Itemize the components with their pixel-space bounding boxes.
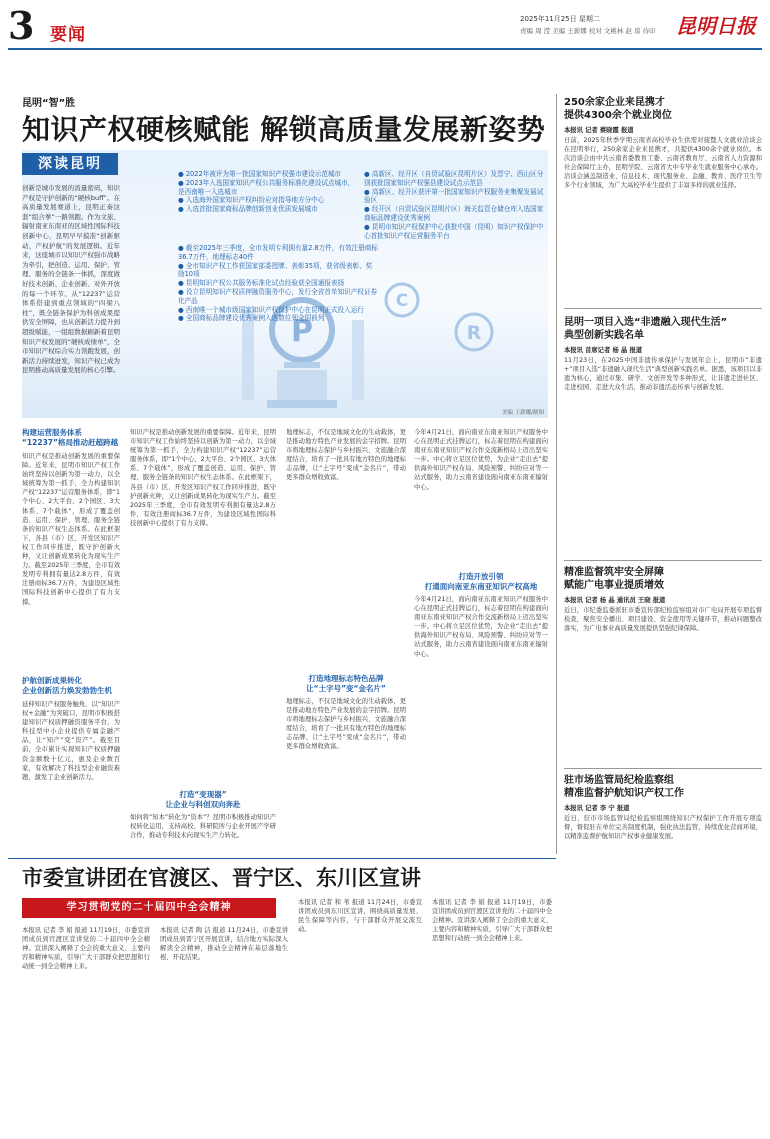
bottom-column-3: 本报讯 记者 和 苇 报道 11月24日，市委宣讲团成员到东川区宣讲，围绕高质量发展、民生保障等内容，与干部群众开展交流互动。	[298, 899, 422, 934]
article-title: 打造开放引领 打通面向南亚东南亚知识产权高地	[424, 572, 538, 591]
honor-item: ● 入选海外国家知识产权纠纷应对指导地方分中心	[178, 196, 356, 205]
honor-item: ● 2022年被评为第一批国家知识产权强市建设示范城市	[178, 170, 356, 179]
honor-item: ● 2023年入选国家知识产权公共服务标准化建设试点城市，是西南唯一入选城市	[178, 179, 356, 197]
theme-banner	[22, 898, 276, 918]
article-body: 今年4月21日，面向南亚东南亚知识产权服务中心在昆明正式挂牌运行，标志着昆明在构建面向南亚东南亚知识产权合作交流新格局上迈出坚实一步。中心将立足区位优势，为企业“走出去”提供海外知识产权布局、风险预警、纠纷应对等一站式服务，助力云南省建设面向南亚东南亚辐射中心。	[414, 429, 548, 491]
article-divider	[564, 308, 762, 309]
bottom-column-2: 本报讯 记者 陶 洁 报道 11月24日，市委宣讲团成员到晋宁区开展宣讲，结合地方实际深入解读全会精神，推动全会精神在基层落地生根、开花结果。	[160, 927, 288, 962]
honors-list-left	[178, 170, 356, 214]
article-2	[22, 676, 120, 850]
header-rule	[8, 48, 762, 50]
article-byline: 本报讯 记者 蔡晓霞 报道	[564, 127, 634, 134]
theme-banner-text: 学习贯彻党的二十届四中全会精神	[66, 902, 232, 913]
achievement-item: ● 截至2025年三季度，全市发明专利拥有量2.8万件，有效注册商标36.7万件，地理标志40件	[178, 244, 378, 262]
honor-item: ● 高新区、经开区获评第一批国家知识产权服务业集聚发展试验区	[364, 188, 544, 206]
section-name: 要闻	[50, 25, 86, 45]
honor-item: ● 经开区（自贸试验区昆明片区）海关监管仓储仓库入选国家商标品牌建设优秀案例	[364, 205, 544, 223]
article-3	[414, 428, 548, 831]
article-byline: 本报讯 首席记者 杨 晶 报道	[564, 347, 643, 354]
copyright-icon	[382, 280, 422, 320]
article-title: 构建运营服务体系 “12237”格局推动赶超跨越	[22, 428, 118, 447]
article-body: 知识产权是推动创新发展的重要保障。近年来，昆明市知识产权工作始终坚持以创新为第一动力，以全域统筹为第一抓手，全力构建知识产权“12237”运营服务体系，即“1个中心、2大平台、2个园区、3大体系、7个载体”，形成了覆盖创造、运用、保护、管理、服务全链条的知识产权生态体系。在此框架下，各县（市）区、开发区知识产权工作同步推进，既守护创新火种，又让创新成果转化为现实生产力。截至2025年三季度，全市有效发明专利拥有量达2.8万件，有效注册商标36.7万件，为建设区域性国际科技创新中心提供了有力支撑。	[22, 453, 120, 606]
editor-credits: 责编 周 滢 美编 王薪娜 校对 文桃林 赵 琼 待印	[520, 27, 656, 35]
deep-read-label: 深读昆明	[22, 153, 118, 175]
page-header	[0, 3, 770, 48]
article-title: 250余家企业来昆携才 提供4300余个就业岗位	[564, 97, 672, 121]
article-body: 近日，驻市市场监管局纪检监察组围绕知识产权保护工作开展专项监督，督促驻在单位完善制度机制，强化执法监管，持续优化营商环境，以精准监督护航知识产权事业健康发展。	[564, 815, 762, 841]
article-body: 日前，2025年秋季学期云南省高校毕业生供需对接暨人文就业洽谈会在昆明举行，250余家企业来昆携才，共提供4300余个就业岗位。本次洽谈会由中共云南省委教育工委、云南省教育厅、云南省人力资源和社会保障厅主办，昆明学院、云南省大中专毕业生就业服务中心承办。洽谈会涵盖制造业、信息技术、现代服务业、金融、教育、医疗卫生等多个行业领域，为广大高校毕业生提供了丰富多样的就业选择。	[564, 137, 762, 190]
bottom-headline: 市委宣讲团在官渡区、晋宁区、东川区宣讲	[22, 866, 421, 890]
article-title: 精准监督筑牢安全屏障 赋能广电事业提质增效	[564, 567, 664, 591]
column-divider	[556, 94, 557, 854]
svg-text:R: R	[466, 322, 482, 344]
article-body: 地理标志，不仅是地域文化的生动载体，更是推动地方特色产业发展的金字招牌。昆明市将地理标志保护与乡村振兴、文旅融合深度结合，培育了一批具有地方特色的地理标志品牌，让“土字号”变成“金名片”，带动更多群众增收致富。	[286, 429, 406, 482]
achievement-item: ● 西南唯一个城市级国家知识产权保护中心在昆明正式投入运行	[178, 306, 378, 315]
article-divider	[564, 560, 762, 561]
honor-item: ● 昆明市知识产权保护中心获批中国（昆明）知识产权保护中心首批知识产权运营服务平台	[364, 223, 544, 241]
right-article-1	[564, 96, 762, 304]
article-5	[130, 790, 276, 843]
article-body: 延伸知识产权服务触角，以“知识产权+金融”为突破口，昆明市积极搭建知识产权质押融资服务平台，为科技型中小企业提供专属金融产品，让“知产”变“资产”。截至目前，全市累计实现知识产权质押融资金额数十亿元，惠及企业数百家，有效解决了科技型企业融资难题，激发了企业创新活力。	[22, 701, 120, 781]
bottom-column-1: 本报讯 记者 李 娟 报道 11月19日，市委宣讲团成员到官渡区宣讲党的二十届四中全会精神。宣讲深入阐释了全会的重大意义、主要内容和精神实质，引导广大干部群众把思想和行动统一到全会精神上来。	[22, 927, 150, 971]
article-continuation: 知识产权是推动创新发展的重要保障。近年来，昆明市知识产权工作始终坚持以创新为第一动力，以全域统筹为第一抓手，全力构建知识产权“12237”运营服务体系，即“1个中心、2大平台、2个园区、3大体系、7个载体”，形成了覆盖创造、运用、保护、管理、服务全链条的知识产权生态体系。在此框架下，各县（市）区、开发区知识产权工作同步推进，既守护创新火种，又让创新成果转化为现实生产力。截至2025年三季度，全市有效发明专利拥有量达2.8万件，有效注册商标36.7万件，为建设区域性国际科技创新中心提供了有力支撑。	[130, 429, 276, 527]
right-article-3	[564, 566, 762, 756]
page-number: 3	[8, 3, 35, 48]
article-4	[286, 428, 406, 827]
article-title: 打造“变现器” 让企业与科创双向奔赴	[165, 790, 241, 809]
achievements-list	[178, 244, 378, 323]
article-divider	[564, 768, 762, 769]
article-byline: 本报讯 记者 杨 晶 通讯员 王晓 报道	[564, 597, 666, 604]
lead-headline: 知识产权硬核赋能 解锁高质量发展新姿势	[22, 113, 546, 146]
svg-text:C: C	[395, 291, 409, 311]
honors-list-right	[364, 170, 544, 240]
article-title: 护航创新成果转化 企业创新活力焕发勃勃生机	[22, 676, 112, 695]
article-title: 昆明一项目入选“非遗融入现代生活” 典型创新实践名单	[564, 317, 728, 341]
article-body: 11月23日，在2025中国非遗传承保护与发展年会上，昆明市“非遗+”项目入选“非遗融入现代生活”典型创新实践名单。据悉，该项目以非遗为核心，通过市集、研学、文创开发等多种形式，让非遗走进社区、走进校园、走进大众生活，推动非遗活态传承与创新发展。	[564, 357, 762, 392]
article-body: 近日，市纪委监委派驻市委宣传部纪检监察组对市广电局开展专项监督检查，聚焦安全播出、项目建设、资金使用等关键环节，推动问题整改落实，为广电事业高质量发展提供坚强纪律保障。	[564, 607, 762, 633]
bottom-column-4: 本报讯 记者 李 娟 报道 11月19日，市委宣讲团成员到官渡区宣讲党的二十届四中全会精神。宣讲深入阐释了全会的重大意义、主要内容和精神实质，引导广大干部群众把思想和行动统一到全会精神上来。	[432, 899, 552, 943]
article-body-more: 今年4月21日，面向南亚东南亚知识产权服务中心在昆明正式挂牌运行，标志着昆明在构建面向南亚东南亚知识产权合作交流新格局上迈出坚实一步。中心将立足区位优势，为企业“走出去”提供海外知识产权布局、风险预警、纠纷应对等一站式服务，助力云南省建设面向南亚东南亚辐射中心。	[414, 596, 548, 658]
svg-text:P: P	[291, 314, 313, 349]
newspaper-logo: 昆明日报	[676, 14, 756, 38]
right-article-4	[564, 774, 762, 1134]
lead-kicker: 昆明“智”胜	[22, 98, 76, 109]
issue-date: 2025年11月25日 星期二	[520, 15, 600, 23]
right-article-2	[564, 316, 762, 566]
article-body: 如何将“知本”转化为“资本”？昆明市积极推动知识产权转化运用，支持高校、科研院所与企业开展产学研合作，推动专利技术向现实生产力转化。	[130, 814, 276, 840]
honor-item: ● 高新区、经开区（自贸试验区昆明片区）及晋宁、西山区分别获批国家知识产权强县建设试点示范县	[364, 170, 544, 188]
article-title: 驻市场监管局纪检监察组 精准监督护航知识产权工作	[564, 775, 684, 799]
registered-icon	[452, 310, 496, 354]
achievement-item: ● 昆明知识产权公共服务标准化试点经验获全国通报表扬	[178, 279, 378, 288]
achievement-item: ● 全国商标品牌建设优秀案例入选数位列全国前列	[178, 314, 378, 323]
article-byline: 本报讯 记者 李 宁 报道	[564, 805, 630, 812]
graphic-credit: 美编 王薪娜/制图	[501, 410, 544, 416]
bottom-rule	[8, 858, 556, 859]
article-title: 打造地理标志特色品牌 让“土字号”变“金名片”	[306, 674, 386, 693]
article-body-more: 地理标志，不仅是地域文化的生动载体，更是推动地方特色产业发展的金字招牌。昆明市将地理标志保护与乡村振兴、文旅融合深度结合，培育了一批具有地方特色的地理标志品牌，让“土字号”变成“金名片”，带动更多群众增收致富。	[286, 698, 406, 751]
article-1	[22, 428, 120, 667]
lead-intro: 创新是城市发展的流量密码，知识产权是守护创新的“硬核buff”。在高质量发展赛道上，昆明正奏这套“组合拳”一路领跑。作为文旅、辐射南亚东南亚的区域性国际科技创新中心，昆明早早摸准“创新驱动、产权护航”的发展逻辑。近年来，这座城市以知识产权强市战略为牵引，把创造、运用、保护、管理、服务的全链条一体抓，深度做好技术创新、企业创新、对外开放的每一个环节。从“12237”运营体系搭建到重点领域的“四梁八柱”，既全链条保护为科创成果提供安全屏障，也从创新活力提升到超级赋能，一组组数据刷新着昆明知识产权发展的“硬核成绩单”，全市知识产权综合实力领跑发展，创新活力持续迸发，知识产权已成为昆明推动高质量发展的核心引擎。	[22, 184, 120, 375]
honor-item: ● 入选首批国家商标品牌创新创业优质发展城市	[178, 205, 356, 214]
achievement-item: ● 全市知识产权工作获国家部委授牌、表彰35项，获省级表彰、奖励10项	[178, 262, 378, 280]
achievement-item: ● 设立昆明知识产权质押融资服务中心，发行全省首单知识产权证券化产品	[178, 288, 378, 306]
